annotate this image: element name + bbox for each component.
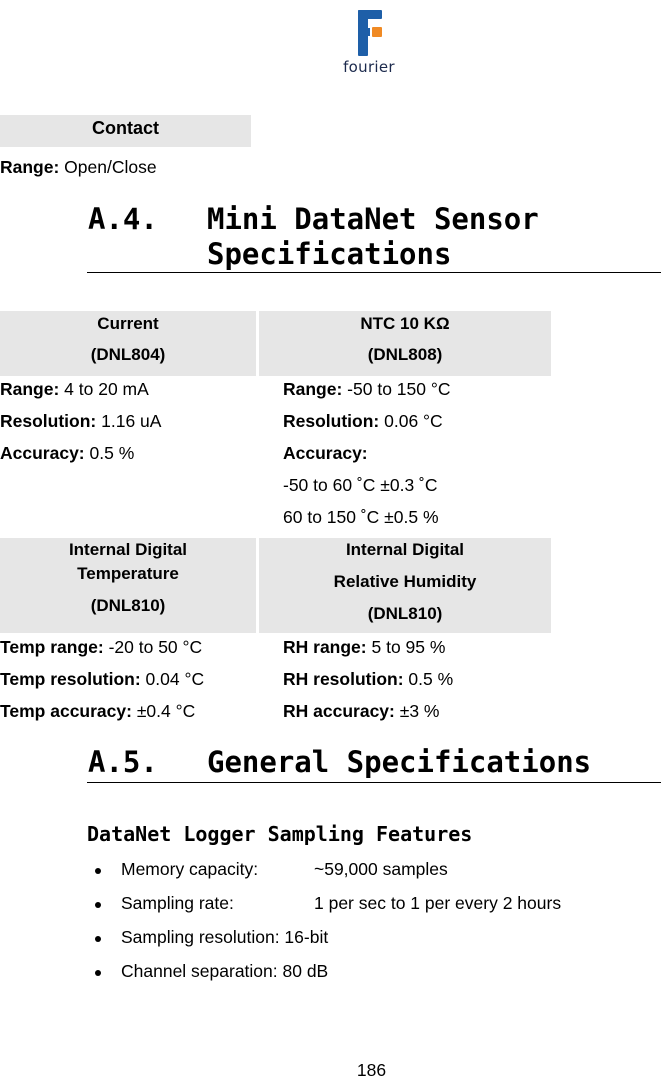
contact-range — [0, 157, 157, 178]
bullet-rate-value: 1 per sec to 1 per every 2 hours — [314, 893, 562, 913]
ntc-accuracy-label: Accuracy: — [283, 443, 368, 463]
section-a4-rule — [87, 272, 661, 273]
current-header-line1: Current — [97, 314, 159, 333]
ntc-resolution-label: Resolution: — [283, 411, 380, 431]
ntc-resolution-value: 0.06 °C — [379, 411, 443, 431]
current-resolution-value: 1.16 uA — [96, 411, 162, 431]
sampling-features-heading: DataNet Logger Sampling Features — [87, 822, 473, 846]
temp-range — [0, 637, 202, 658]
ntc-range-label: Range: — [283, 379, 343, 399]
rh-range-value: 5 to 95 % — [366, 637, 446, 657]
current-header — [0, 311, 256, 376]
rh-range — [283, 637, 445, 658]
section-a4-title-line2: Specifications — [207, 237, 452, 271]
temp-resolution-label: Temp resolution: — [0, 669, 141, 689]
rh-accuracy — [283, 701, 440, 722]
contact-range-value: Open/Close — [59, 157, 157, 177]
rh-resolution — [283, 669, 453, 690]
bullet-rate-label: Sampling rate: — [121, 893, 234, 913]
current-accuracy-value: 0.5 % — [84, 443, 135, 463]
section-a4-title-line1: Mini DataNet Sensor — [207, 202, 539, 236]
temp-range-label: Temp range: — [0, 637, 104, 657]
ntc-header — [259, 311, 551, 376]
temperature-header-line3: (DNL810) — [90, 596, 166, 615]
current-accuracy-label: Accuracy: — [0, 443, 85, 463]
bullet-memory-value: ~59,000 samples — [314, 859, 448, 879]
humidity-header — [259, 538, 551, 633]
humidity-header-line3: (DNL810) — [367, 604, 443, 623]
temp-accuracy — [0, 701, 195, 722]
current-resolution-label: Resolution: — [0, 411, 97, 431]
ntc-accuracy-line2: 60 to 150 ˚C ±0.5 % — [283, 507, 439, 527]
section-a4-number: A.4. — [88, 202, 158, 236]
rh-accuracy-label: RH accuracy: — [283, 701, 395, 721]
section-a5-rule — [87, 782, 661, 783]
current-header-line2: (DNL804) — [90, 345, 166, 364]
temperature-header-line1: Internal Digital — [68, 540, 188, 559]
humidity-header-line1: Internal Digital — [345, 540, 465, 559]
contact-header: Contact — [0, 115, 251, 147]
rh-range-label: RH range: — [283, 637, 367, 657]
bullet-separation-label: Channel separation: 80 dB — [121, 961, 329, 981]
ntc-accuracy-line1: -50 to 60 ˚C ±0.3 ˚C — [283, 475, 438, 495]
ntc-resolution — [283, 411, 443, 432]
bullet-memory-label: Memory capacity: — [121, 859, 259, 879]
page-number: 186 — [356, 1060, 387, 1080]
current-accuracy — [0, 443, 134, 464]
ntc-range-value: -50 to 150 °C — [342, 379, 451, 399]
temp-resolution — [0, 669, 204, 690]
logo-wordmark: fourier — [343, 58, 395, 76]
bullet-icon — [95, 936, 101, 942]
section-a5-title: General Specifications — [207, 745, 592, 779]
current-range-label: Range: — [0, 379, 60, 399]
ntc-header-line1: NTC 10 KΩ — [360, 314, 450, 333]
temp-accuracy-value: ±0.4 °C — [131, 701, 196, 721]
bullet-icon — [95, 970, 101, 976]
rh-resolution-label: RH resolution: — [283, 669, 404, 689]
ntc-accuracy — [283, 443, 368, 464]
temperature-header-line2: Temperature — [77, 564, 179, 583]
temperature-header — [0, 538, 256, 633]
humidity-header-line2: Relative Humidity — [333, 572, 477, 591]
current-range — [0, 379, 149, 400]
bullet-icon — [95, 868, 101, 874]
rh-accuracy-value: ±3 % — [394, 701, 440, 721]
contact-range-label: Range: — [0, 157, 60, 177]
rh-resolution-value: 0.5 % — [403, 669, 454, 689]
section-a5-number: A.5. — [88, 745, 158, 779]
ntc-header-line2: (DNL808) — [367, 345, 443, 364]
temp-resolution-value: 0.04 °C — [140, 669, 205, 689]
current-resolution — [0, 411, 161, 432]
current-range-value: 4 to 20 mA — [59, 379, 149, 399]
temp-range-value: -20 to 50 °C — [103, 637, 203, 657]
temp-accuracy-label: Temp accuracy: — [0, 701, 132, 721]
bullet-resolution-label: Sampling resolution: 16-bit — [121, 927, 329, 947]
ntc-range — [283, 379, 450, 400]
bullet-icon — [95, 902, 101, 908]
